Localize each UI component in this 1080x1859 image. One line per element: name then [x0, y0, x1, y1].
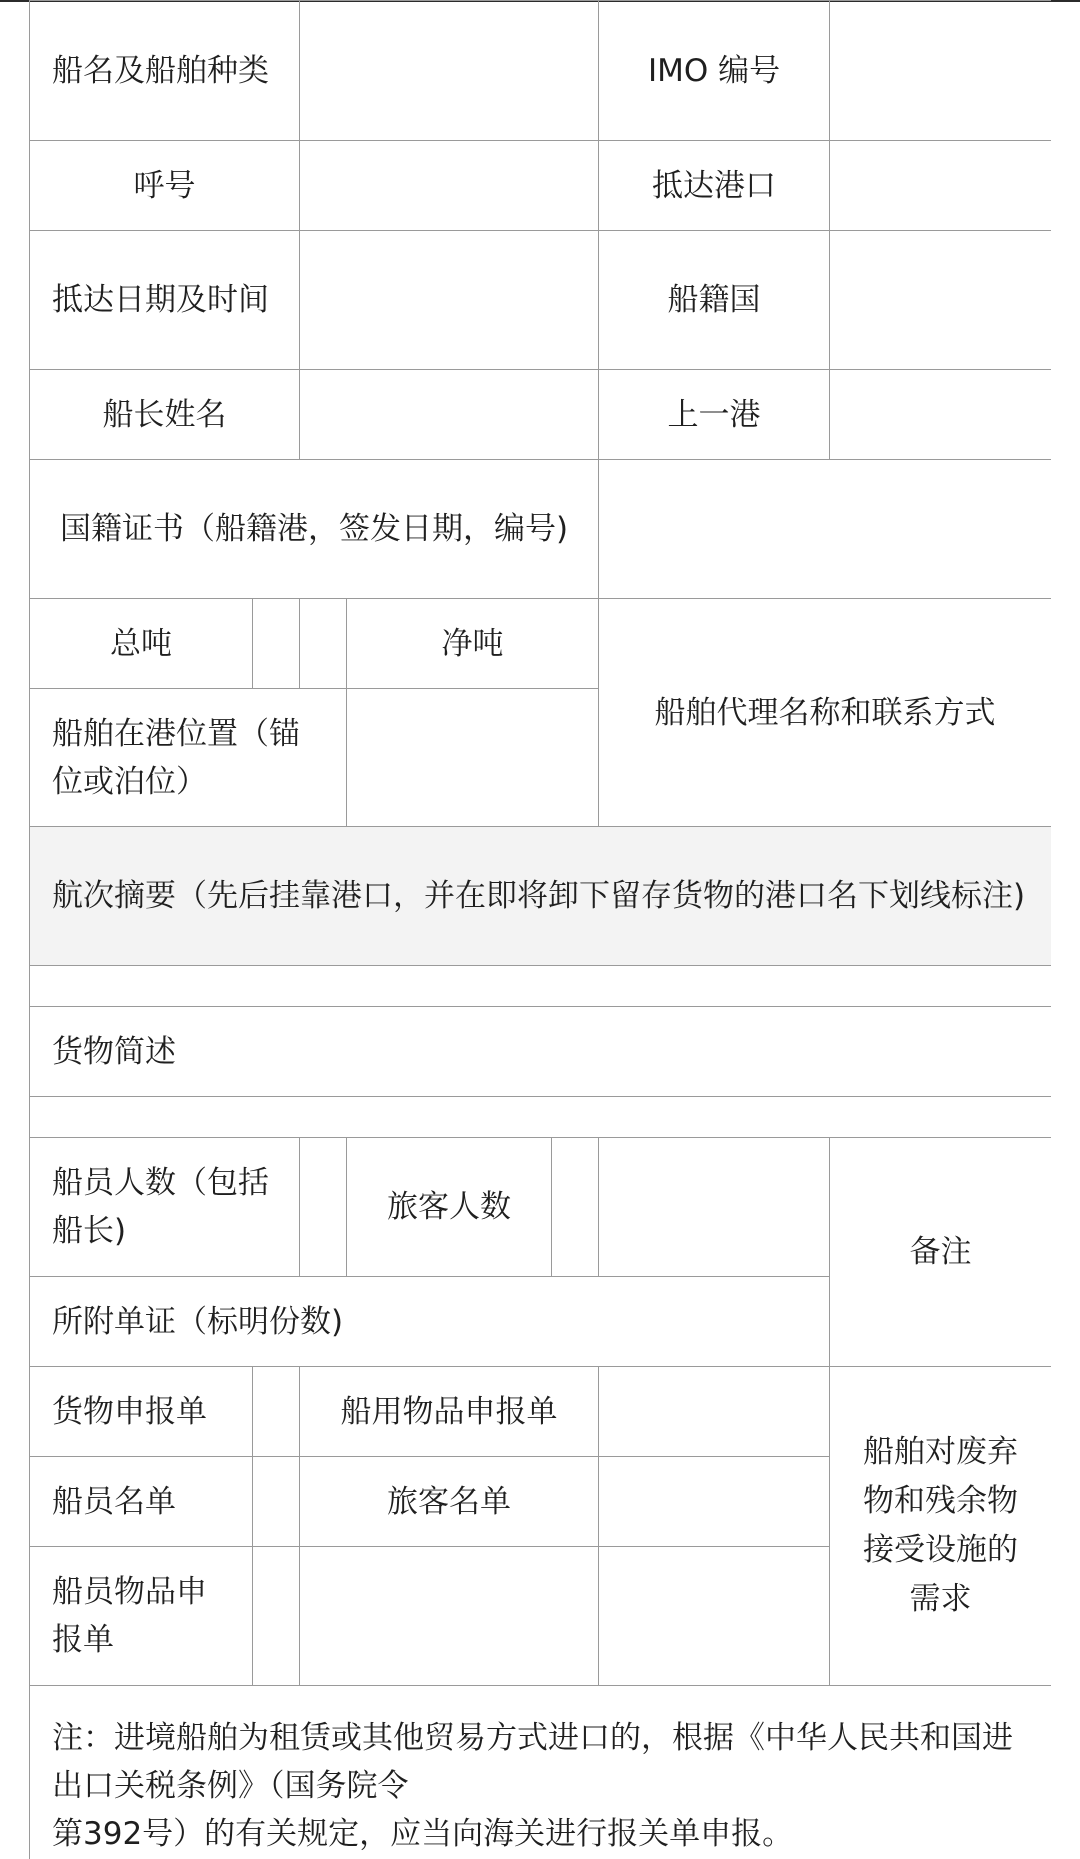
ship-stores-declaration-label: 船用物品申报单	[300, 1367, 599, 1457]
table-row	[30, 1138, 1052, 1277]
cargo-description-label: 货物简述	[30, 1007, 1052, 1097]
ship-declaration-form	[29, 0, 1051, 1859]
table-row	[30, 599, 1052, 689]
crew-count-label: 船员人数（包括船长)	[30, 1138, 300, 1277]
remarks-label: 备注	[830, 1138, 1051, 1367]
passenger-count-extra-field[interactable]	[599, 1138, 830, 1277]
cargo-description-field[interactable]	[30, 1097, 1052, 1138]
cargo-declaration-label: 货物申报单	[30, 1367, 253, 1457]
position-in-port-field[interactable]	[347, 689, 599, 827]
master-name-label: 船长姓名	[30, 370, 300, 460]
passenger-list-label: 旅客名单	[300, 1457, 599, 1547]
voyage-summary-field[interactable]	[30, 966, 1052, 1007]
table-row	[30, 1007, 1052, 1097]
nationality-certificate-label: 国籍证书（船籍港，签发日期，编号)	[30, 460, 599, 599]
table-row	[30, 460, 1052, 599]
attached-documents-label: 所附单证（标明份数)	[30, 1277, 830, 1367]
call-sign-field[interactable]	[300, 141, 599, 231]
agent-name-contact-label: 船舶代理名称和联系方式	[599, 599, 1051, 827]
net-tonnage-label: 净吨	[347, 599, 599, 689]
table-row	[30, 827, 1052, 966]
last-port-label: 上一港	[599, 370, 830, 460]
gross-tonnage-field-2[interactable]	[300, 599, 347, 689]
table-row	[30, 1, 1052, 141]
port-of-arrival-field[interactable]	[830, 141, 1051, 231]
ship-name-type-field[interactable]	[300, 1, 599, 141]
declaration-table	[29, 0, 1051, 1859]
crew-effects-declaration-label: 船员物品申报单	[30, 1547, 253, 1686]
cargo-declaration-count[interactable]	[253, 1367, 300, 1457]
passenger-list-count[interactable]	[599, 1457, 830, 1547]
flag-state-field[interactable]	[830, 231, 1051, 370]
note-line-1: 注：进境船舶为租赁或其他贸易方式进口的，根据《中华人民共和国进出口关税条例》（国务院令	[52, 1719, 1013, 1804]
crew-effects-extra-field-2[interactable]	[599, 1547, 830, 1686]
waste-facilities-label: 船舶对废弃物和残余物接受设施的需求	[830, 1367, 1051, 1686]
gross-tonnage-label: 总吨	[30, 599, 253, 689]
voyage-summary-label: 航次摘要（先后挂靠港口，并在即将卸下留存货物的港口名下划线标注)	[30, 827, 1052, 966]
imo-number-field[interactable]	[830, 1, 1051, 141]
crew-list-count[interactable]	[253, 1457, 300, 1547]
call-sign-label: 呼号	[30, 141, 300, 231]
imo-number-label: IMO 编号	[599, 1, 830, 141]
table-row	[30, 1367, 1052, 1457]
note-text	[30, 1686, 1052, 1859]
master-name-field[interactable]	[300, 370, 599, 460]
ship-name-type-label: 船名及船舶种类	[30, 1, 300, 141]
arrival-date-time-label: 抵达日期及时间	[30, 231, 300, 370]
table-row	[30, 1686, 1052, 1859]
table-row	[30, 370, 1052, 460]
table-row	[30, 966, 1052, 1007]
gross-tonnage-field[interactable]	[253, 599, 300, 689]
crew-list-label: 船员名单	[30, 1457, 253, 1547]
table-row	[30, 231, 1052, 370]
ship-stores-declaration-count[interactable]	[599, 1367, 830, 1457]
table-row	[30, 141, 1052, 231]
last-port-field[interactable]	[830, 370, 1051, 460]
table-row	[30, 1097, 1052, 1138]
crew-effects-declaration-count[interactable]	[253, 1547, 300, 1686]
crew-effects-extra-field[interactable]	[300, 1547, 599, 1686]
passenger-count-label: 旅客人数	[347, 1138, 552, 1277]
nationality-certificate-field[interactable]	[599, 460, 1051, 599]
crew-count-field[interactable]	[300, 1138, 347, 1277]
position-in-port-label: 船舶在港位置（锚位或泊位）	[30, 689, 347, 827]
passenger-count-field[interactable]	[552, 1138, 599, 1277]
port-of-arrival-label: 抵达港口	[599, 141, 830, 231]
note-line-2: 第392号）的有关规定，应当向海关进行报关单申报。	[52, 1815, 794, 1852]
arrival-date-time-field[interactable]	[300, 231, 599, 370]
flag-state-label: 船籍国	[599, 231, 830, 370]
